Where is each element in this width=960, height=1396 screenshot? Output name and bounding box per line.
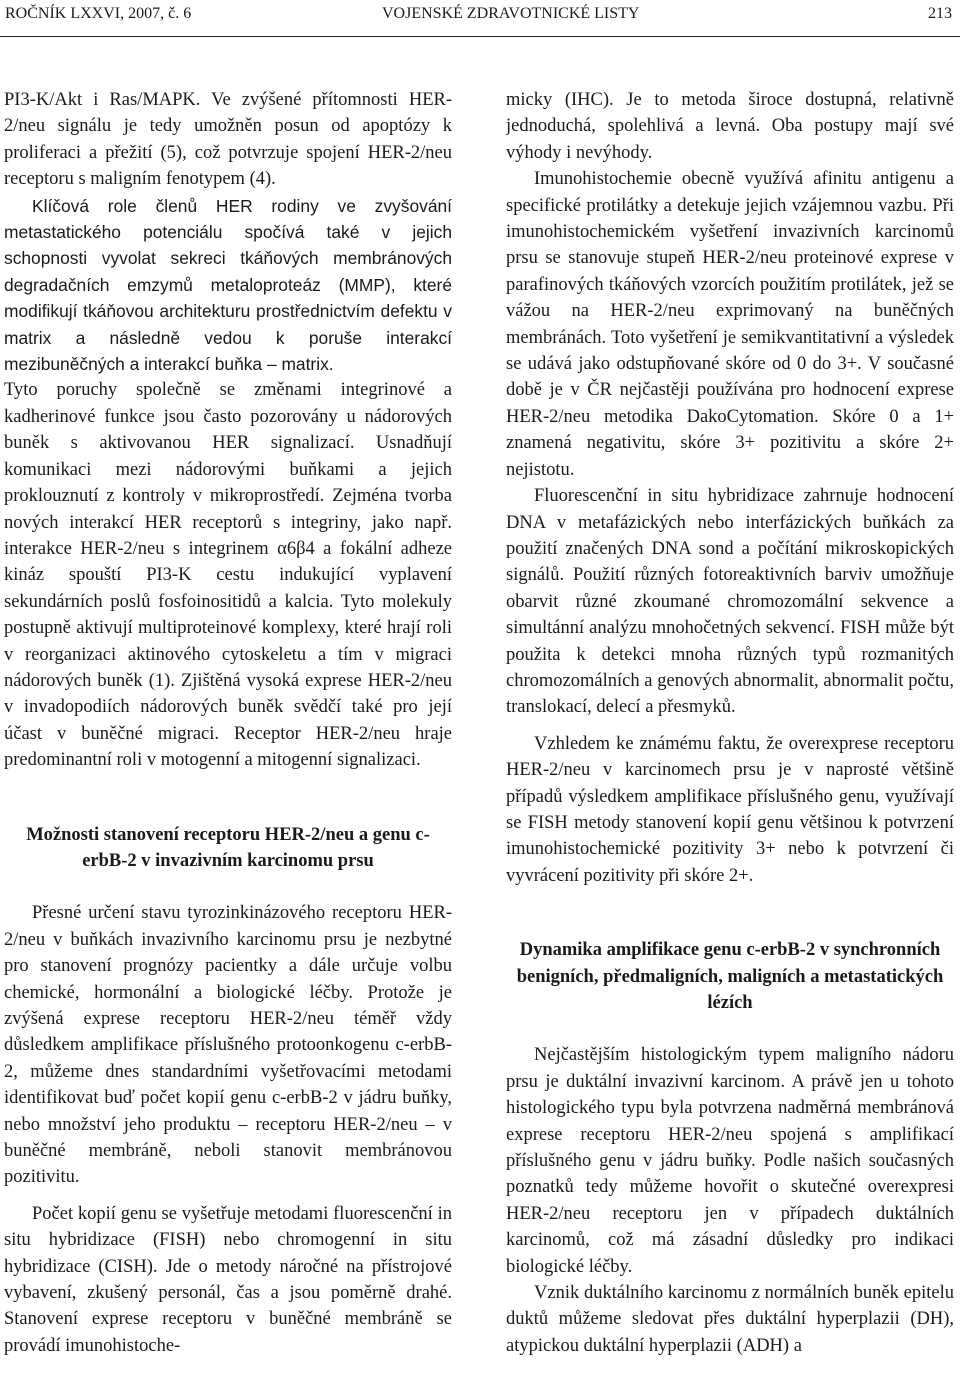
paragraph: Tyto poruchy společně se změnami integrinové a kadherinové funkce jsou často pozorovány u nádorových buněk s aktivovanou HER signalizací. Usnadňují komunikaci mezi nádorovými buňkami a jejich proklouznutí z kontroly v mikroprostředí. Zejména tvorba nových interakcí HER receptorů s integriny, jako např. interakce HER-2/neu s integrinem α6β4 a fokální adheze kináz spouští PI3-K cestu indukující vyplavení sekundárních poslů fosfoinositidů a kalcia. Tyto molekuly postupně aktivují multiproteinové komplexy, které hrají roli v reorganizaci aktinového cytoskeletu a tím v migraci nádorových buněk (1). Zjištěná vysoká exprese HER-2/neu v invadopodiích nádorových buněk svědčí také pro její účast v buněčné migraci. Receptor HER-2/neu hraje predominantní roli v motogenní a mitogenní signalizaci.	[4, 380, 452, 771]
section-heading: Dynamika amplifikace genu c-erbB-2 v synchronních benigních, předmaligních, maligních a metastatických lézích	[516, 940, 944, 1013]
paragraph: Přesné určení stavu tyrozinkinázového receptoru HER-2/neu v buňkách invazivního karcinomu prsu je nezbytné pro stanovení prognózy pacientky a dále určuje volbu chemické, hormonální a biologické léčby. Protože je zvýšená exprese receptoru HER-2/neu téměř vždy důsledkem amplifikace příslušného protoonkogenu c-erbB-2, můžeme dnes standardními vyšetřovacími metodami identifikovat buď počet kopií genu c-erbB-2 v jádru buňky, nebo množství jeho produktu – receptoru HER-2/neu – v buněčné membráně, neboli stanovit membránovou pozitivitu.	[4, 903, 452, 1188]
header-rule	[0, 36, 960, 37]
paragraph: micky (IHC). Je to metoda široce dostupná, relativně jednoduchá, spolehlivá a levná. Oba postupy mají své výhody i nevýhody.	[506, 90, 954, 163]
paragraph: Klíčová role členů HER rodiny ve zvyšování metastatického potenciálu spočívá také v jejich schopnosti vyvolat sekreci tkáňových membránových degradačních emzymů metaloproteáz (MMP), které modifikují tkáňovou architekturu prostřednictvím defektu v matrix a následně vedou k poruše interakcí mezibuněčných a interakcí buňka – matrix.	[4, 195, 452, 375]
paragraph: Počet kopií genu se vyšetřuje metodami fluorescenční in situ hybridizace (FISH) nebo chromogenní in situ hybridizace (CISH). Jde o metody náročné na přístrojové vybavení, zkušený personál, čas a jsou poměrně drahé. Stanovení exprese receptoru v buněčné membráně se provádí imunohistoche-	[4, 1203, 452, 1356]
volume-issue: ROČNÍK LXXVI, 2007, č. 6	[5, 5, 192, 22]
paragraph: Fluorescenční in situ hybridizace zahrnuje hodnocení DNA v metafázických nebo interfázických buňkách za použití značených DNA sond a počítání mikroskopických signálů. Použití různých fotoreaktivních barviv umožňuje obarvit různé zkoumané chromozomální sekvence a simultánní analýzu mnohočetných sekvencí. FISH může být použita k detekci mnoha různých typů rozmanitých chromozomálních a genových abnormalit, abnormalit počtu, translokací, delecí a přesmyků.	[506, 486, 954, 718]
journal-title: VOJENSKÉ ZDRAVOTNICKÉ LISTY	[382, 5, 640, 22]
paragraph: Vznik duktálního karcinomu z normálních buněk epitelu duktů můžeme sledovat přes duktální hyperplazii (DH), atypickou duktální hyperplazii (ADH) a	[506, 1283, 954, 1356]
left-column	[4, 87, 452, 1392]
running-header	[0, 0, 960, 34]
right-column	[506, 87, 954, 1392]
section-heading: Možnosti stanovení receptoru HER-2/neu a genu c-erbB-2 v invazivním karcinomu prsu	[26, 824, 430, 871]
paragraph: Imunohistochemie obecně využívá afinitu antigenu a specifické protilátky a detekuje jejich vzájemnou vazbu. Při imunohistochemickém vyšetření invazivních karcinomů prsu se stanovuje stupeň HER-2/neu proteinové exprese v parafinových tkáňových vzorcích použitím protilátek, jež se vážou na HER-2/neu exprimovaný na buněčných membránách. Toto vyšetření je semikvantitativní a výsledek se udává jako odstupňované skóre od 0 do 3+. V současné době je v ČR nejčastěji používána pro hodnocení exprese HER-2/neu metodika DakoCytomation. Skóre 0 a 1+ znamená negativitu, skóre 3+ pozitivitu a skóre 2+ nejistotu.	[506, 169, 954, 480]
paragraph: PI3-K/Akt i Ras/MAPK. Ve zvýšené přítomnosti HER-2/neu signálu je tedy umožněn posun od apoptózy k proliferaci a přežití (5), což potvrzuje spojení HER-2/neu receptoru s maligním fenotypem (4).	[4, 90, 452, 190]
page-number: 213	[928, 5, 952, 22]
paragraph: Vzhledem ke známému faktu, že overexprese receptoru HER-2/neu v karcinomech prsu je v naprosté většině případů výsledkem amplifikace příslušného genu, využívají se FISH metody stanovení kopií genu většinou k potvrzení imunohistochemické pozitivity 3+ nebo k potvrzení či vyvrácení pozitivity při skóre 2+.	[506, 733, 954, 886]
paragraph: Nejčastějším histologickým typem maligního nádoru prsu je duktální invazivní karcinom. A právě jen u tohoto histologického typu byla potvrzena nadměrná membránová exprese receptoru HER-2/neu spojená s amplifikací příslušného genu v jádru buňky. Podle našich současných poznatků tedy můžeme hovořit o skutečné overexpresi HER-2/neu receptoru jen v případech duktálních karcinomů, což má zásadní důsledky pro indikaci biologické léčby.	[506, 1045, 954, 1277]
